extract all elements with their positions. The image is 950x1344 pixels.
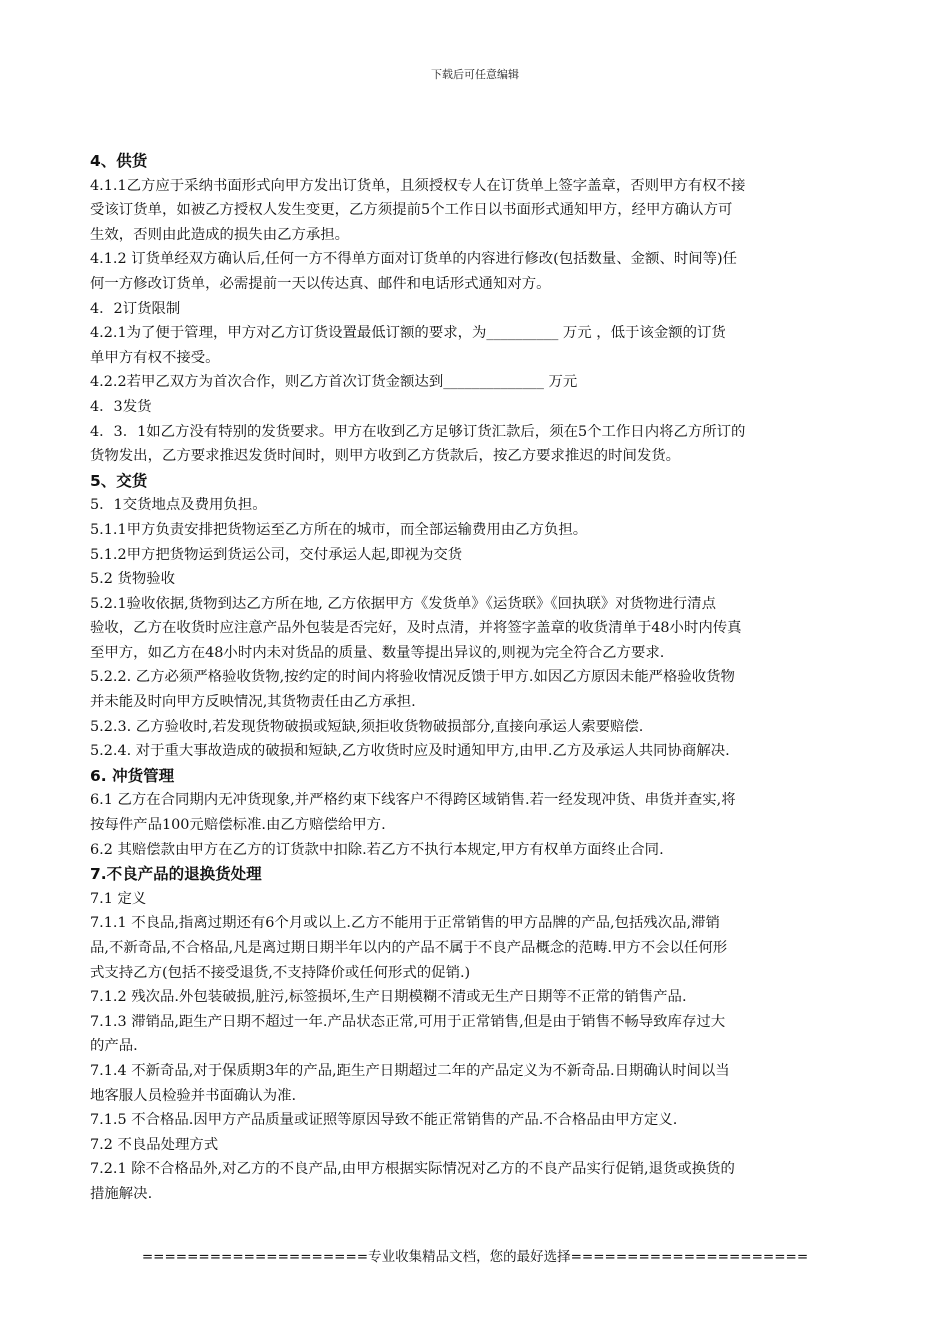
- text-line: 品,不新奇品,不合格品,凡是离过期日期半年以内的产品不属于不良产品概念的范畴.甲方不会以任何形: [90, 940, 728, 956]
- text-line: 5.1.1甲方负责安排把货物运至乙方所在的城市，而全部运输费用由乙方负担。: [90, 521, 588, 538]
- text-line: 5.1.2甲方把货物运到货运公司，交付承运人起,即视为交货: [90, 546, 463, 563]
- section-heading: 7.不良产品的退换货处理: [90, 865, 262, 884]
- text-line: 5.2.2. 乙方必须严格验收货物,按约定的时间内将验收情况反馈于甲方.如因乙方原因未能严格验收货物: [90, 669, 735, 686]
- text-line: 措施解决.: [90, 1185, 153, 1202]
- text-line: 验收，乙方在收货时应注意产品外包装是否完好，及时点清，并将签字盖章的收货清单于48小时内传真: [90, 620, 742, 637]
- section-heading: 4、供货: [90, 152, 148, 170]
- text-line: 5.2 货物验收: [90, 571, 176, 588]
- text-line: 的产品.: [90, 1038, 138, 1055]
- text-line: 至甲方，如乙方在48小时内未对货品的质量、数量等提出异议的,则视为完全符合乙方要求.: [90, 644, 665, 661]
- text-line: 4．3．1如乙方没有特别的发货要求。甲方在收到乙方足够订货汇款后，须在5个工作日内将乙方所订的: [90, 423, 746, 440]
- text-line: 7.1.4 不新奇品,对于保质期3年的产品,距生产日期超过二年的产品定义为不新奇品.日期确认时间以当: [90, 1062, 730, 1079]
- section-heading: 6. 冲货管理: [90, 766, 175, 785]
- text-line: 受该订货单，如被乙方授权人发生变更，乙方须提前5个工作日以书面形式通知甲方，经甲方确认方可: [90, 202, 733, 219]
- text-line: 6.2 其赔偿款由甲方在乙方的订货款中扣除.若乙方不执行本规定,甲方有权单方面终止合同.: [90, 841, 664, 858]
- text-line: 7.1.5 不合格品.因甲方产品质量或证照等原因导致不能正常销售的产品.不合格品由甲方定义.: [90, 1112, 678, 1129]
- text-line: 4.2.1为了便于管理，甲方对乙方订货设置最低订额的要求，为__________ 万元 ，低于该金额的订货: [90, 325, 726, 342]
- text-line: 4.1.1乙方应于采纳书面形式向甲方发出订货单，且须授权专人在订货单上签字盖章，否则甲方有权不接: [90, 177, 746, 194]
- text-line: 7.2 不良品处理方式: [90, 1136, 219, 1153]
- text-line: 生效，否则由此造成的损失由乙方承担。: [90, 226, 350, 243]
- text-line: 货物发出，乙方要求推迟发货时间时，则甲方收到乙方货款后，按乙方要求推迟的时间发货。: [90, 448, 681, 465]
- text-line: 地客服人员检验并书面确认为准.: [90, 1087, 297, 1104]
- section-heading: 5、交货: [90, 471, 148, 490]
- page-footer: ====================专业收集精品文档，您的最好选择=====================: [141, 1249, 809, 1265]
- document-body: [90, 149, 860, 1207]
- text-line: 4．3发货: [90, 398, 152, 415]
- text-line: 4.1.2 订货单经双方确认后,任何一方不得单方面对订货单的内容进行修改(包括数量、金额、时间等)任: [90, 251, 738, 268]
- text-line: 式支持乙方(包括不接受退货,不支持降价或任何形式的促销.): [90, 964, 471, 981]
- text-line: 单甲方有权不接受。: [90, 349, 220, 366]
- text-line: 6.1 乙方在合同期内无冲货现象,并严格约束下线客户不得跨区域销售.若一经发现冲货、串货并查实,将: [90, 792, 736, 809]
- text-line: 7.1.1 不良品,指离过期还有6个月或以上.乙方不能用于正常销售的甲方品牌的产品,包括残次品,滞销: [90, 915, 720, 932]
- text-line: 并未能及时向甲方反映情况,其货物责任由乙方承担.: [90, 694, 416, 711]
- text-line: 7.1 定义: [90, 890, 147, 907]
- text-line: 4.2.2若甲乙双方为首次合作，则乙方首次订货金额达到______________ 万元: [90, 374, 578, 391]
- text-line: 5．1交货地点及费用负担。: [90, 497, 267, 514]
- text-line: 5.2.1验收依据,货物到达乙方所在地, 乙方依据甲方《发货单》《运货联》《回执联》对货物进行清点: [90, 595, 716, 612]
- text-line: 7.1.3 滞销品,距生产日期不超过一年.产品状态正常,可用于正常销售,但是由于销售不畅导致库存过大: [90, 1013, 726, 1030]
- page-header: 下载后可任意编辑: [431, 68, 519, 81]
- text-line: 7.1.2 残次品.外包装破损,脏污,标签损坏,生产日期模糊不清或无生产日期等不正常的销售产品.: [90, 989, 687, 1006]
- text-line: 按每件产品100元赔偿标准.由乙方赔偿给甲方.: [90, 817, 386, 834]
- text-line: 何一方修改订货单，必需提前一天以传达真、邮件和电话形式通知对方。: [90, 275, 551, 292]
- text-line: 4．2订货限制: [90, 300, 181, 317]
- text-line: 5.2.4. 对于重大事故造成的破损和短缺,乙方收货时应及时通知甲方,由甲.乙方及承运人共同协商解决.: [90, 743, 730, 760]
- text-line: 7.2.1 除不合格品外,对乙方的不良产品,由甲方根据实际情况对乙方的不良产品实行促销,退货或换货的: [90, 1161, 735, 1178]
- text-line: 5.2.3. 乙方验收时,若发现货物破损或短缺,须拒收货物破损部分,直接向承运人索要赔偿.: [90, 718, 644, 735]
